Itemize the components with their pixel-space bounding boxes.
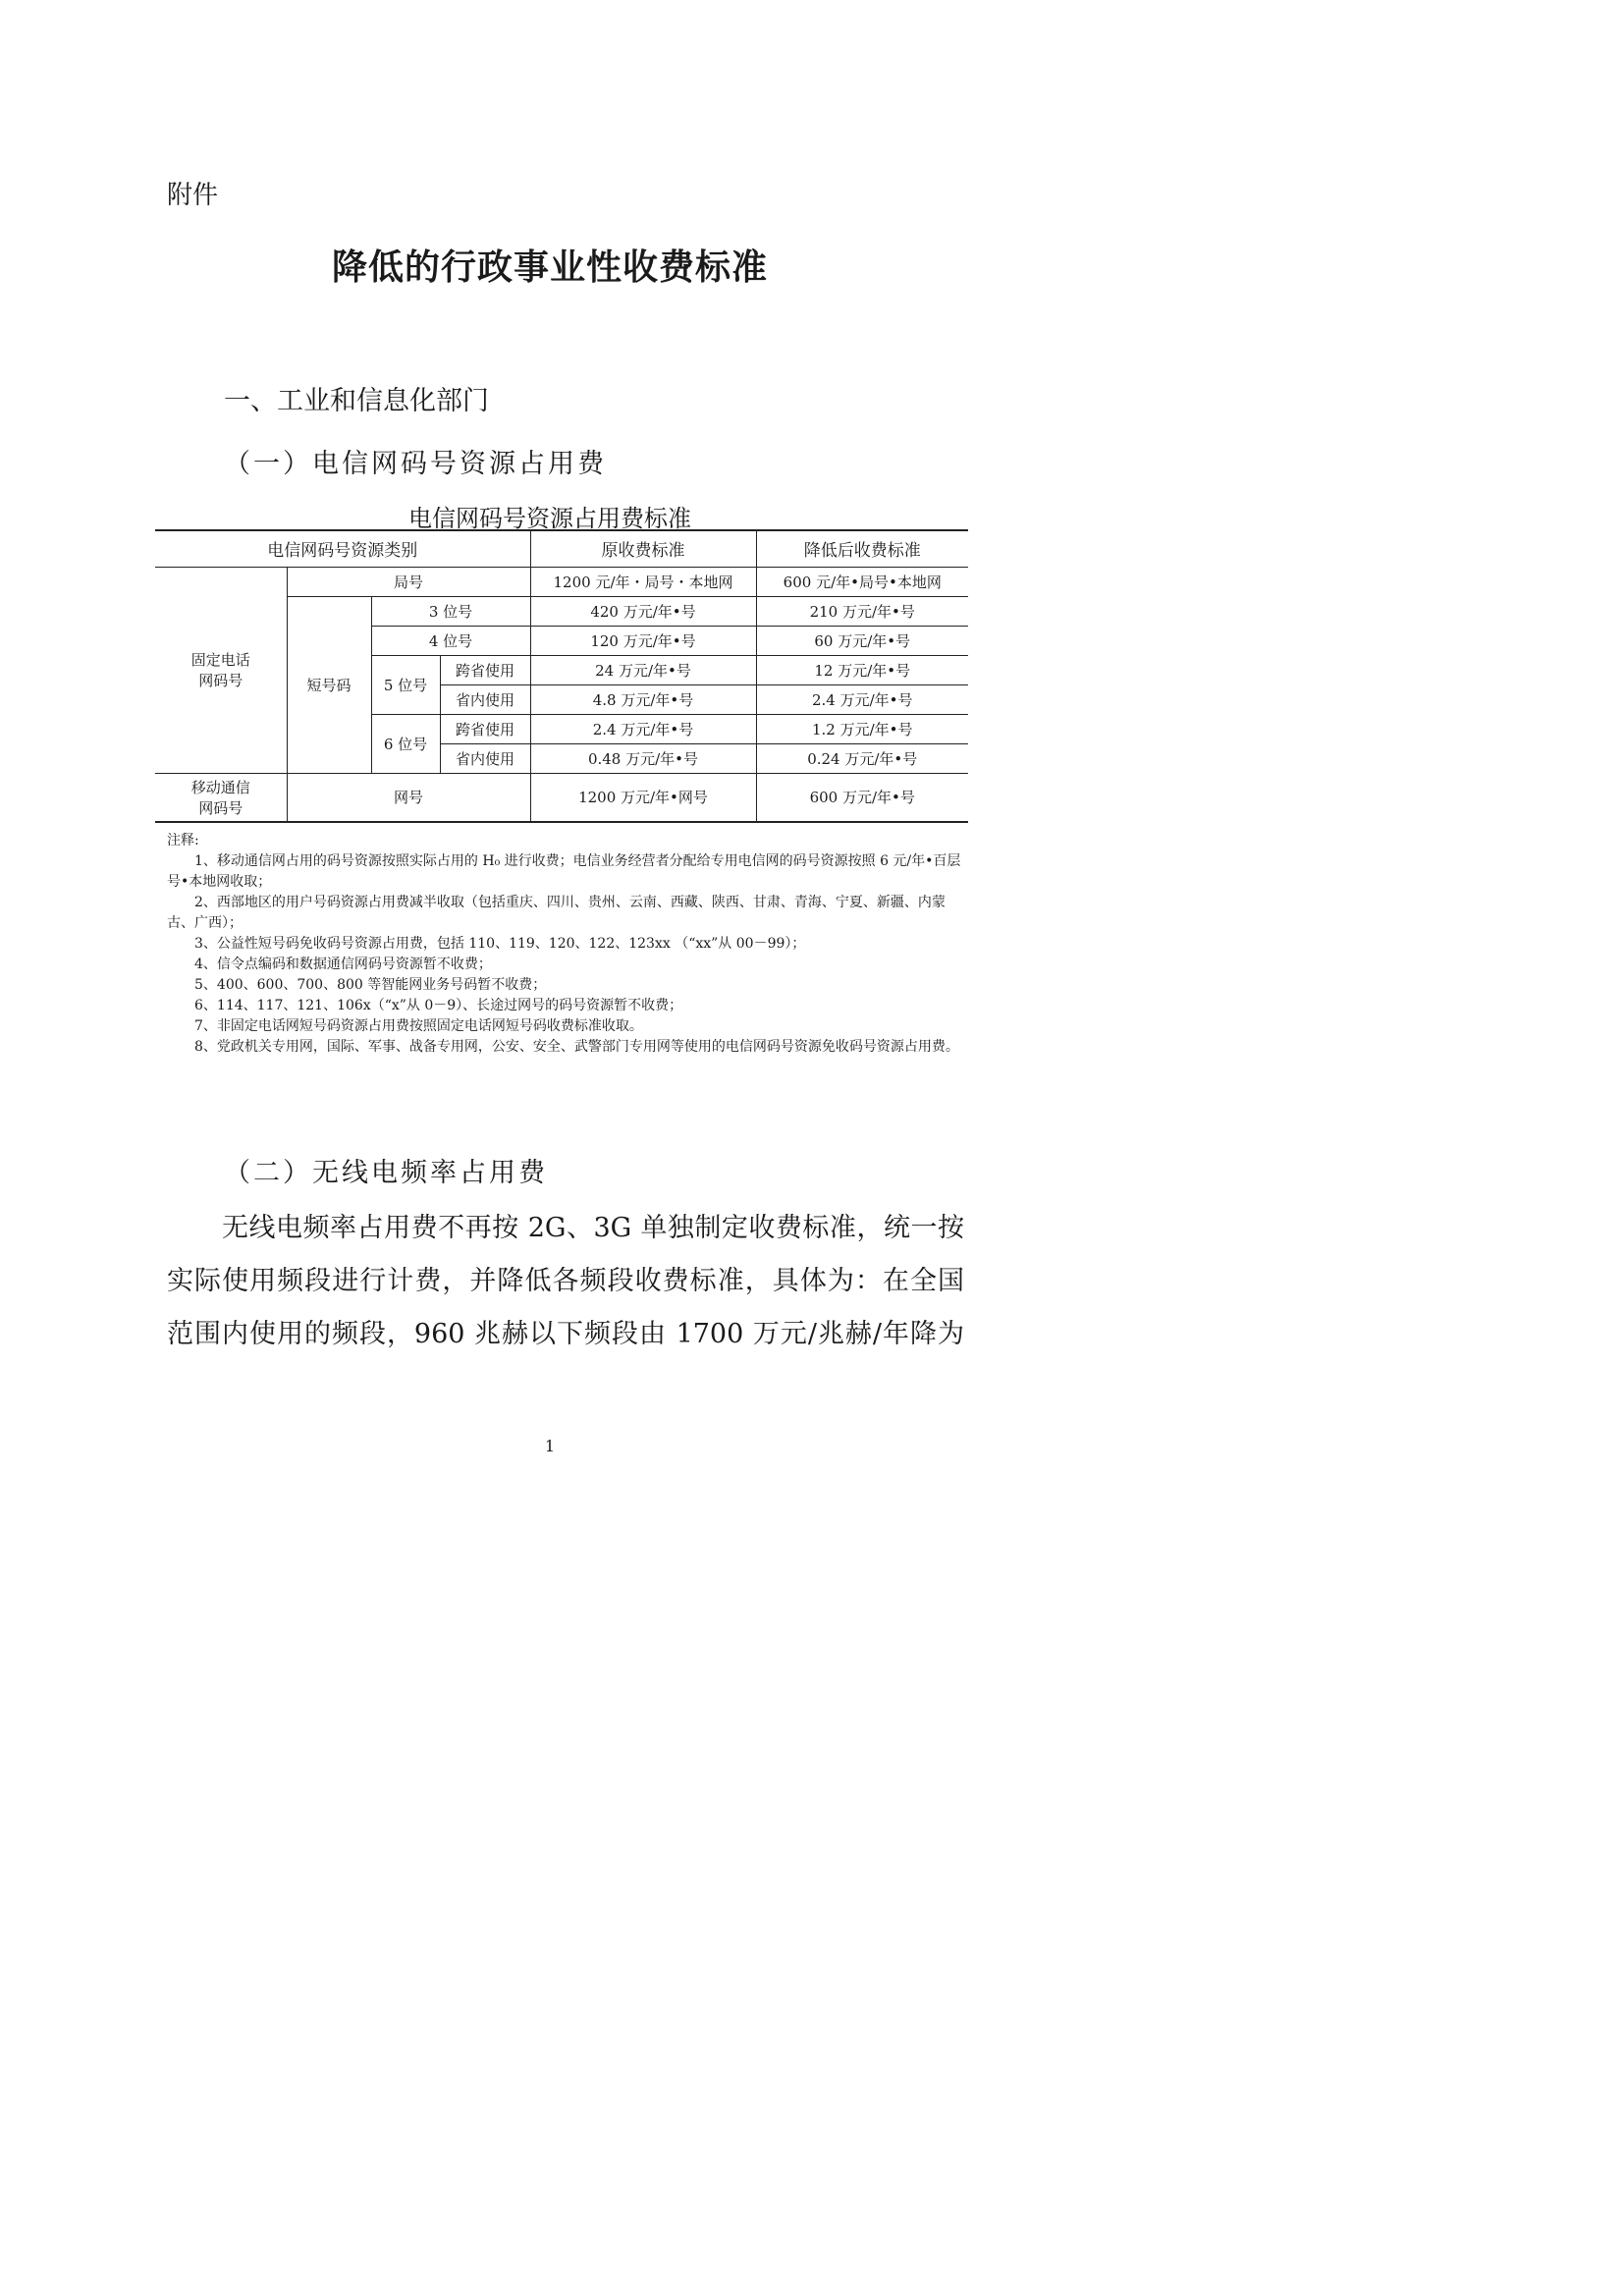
digit3-label: 3 位号 — [371, 596, 530, 626]
notes-title: 注释: — [167, 833, 199, 848]
mobile-sub-label: 网号 — [287, 773, 530, 822]
digit6-interprov-reduced: 1.2 万元/年•号 — [756, 714, 968, 743]
local-label: 局号 — [287, 567, 530, 596]
note-item: 1、移动通信网占用的码号资源按照实际占用的 H₀ 进行收费；电信业务经营者分配给专用电信网的码号资源按照 6 元/年•百层号•本地网收取； — [167, 853, 961, 890]
table-row — [155, 773, 968, 822]
body-line: 无线电频率占用费不再按 2G、3G 单独制定收费标准，统一按 — [222, 1213, 964, 1243]
digit5-intraprov-label: 省内使用 — [440, 684, 530, 714]
fixed-network-label: 固定电话网码号 — [155, 567, 287, 773]
note-item: 7、非固定电话网短号码资源占用费按照固定电话网短号码收费标准收取。 — [194, 1018, 643, 1034]
subsection-heading-2: （二）无线电频率占用费 — [224, 1158, 548, 1188]
mobile-reduced: 600 万元/年•号 — [756, 773, 968, 822]
body-paragraph — [167, 1202, 964, 1361]
digit4-label: 4 位号 — [371, 626, 530, 655]
digit5-label: 5 位号 — [371, 655, 440, 714]
attachment-label: 附件 — [167, 181, 219, 210]
digit6-intraprov-label: 省内使用 — [440, 743, 530, 773]
local-original: 1200 元/年・局号・本地网 — [530, 567, 756, 596]
table-caption: 电信网码号资源占用费标准 — [408, 505, 691, 532]
digit4-original: 120 万元/年•号 — [530, 626, 756, 655]
header-original: 原收费标准 — [530, 530, 756, 567]
note-item: 2、西部地区的用户号码资源占用费减半收取（包括重庆、四川、贵州、云南、西藏、陕西、甘肃、青海、宁夏、新疆、内蒙古、广西）； — [167, 895, 946, 931]
note-item: 4、信令点编码和数据通信网码号资源暂不收费； — [194, 957, 492, 972]
short-code-label: 短号码 — [287, 596, 371, 773]
subsection-heading-1: （一）电信网码号资源占用费 — [224, 449, 607, 479]
fee-standard-table — [155, 529, 968, 823]
page-number: 1 — [544, 1437, 556, 1455]
body-line: 实际使用频段进行计费，并降低各频段收费标准，具体为：在全国 — [167, 1266, 964, 1296]
mobile-network-label: 移动通信网码号 — [155, 773, 287, 822]
digit6-intraprov-reduced: 0.24 万元/年•号 — [756, 743, 968, 773]
local-reduced: 600 元/年•局号•本地网 — [756, 567, 968, 596]
body-line: 范围内使用的频段，960 兆赫以下频段由 1700 万元/兆赫/年降为 — [167, 1319, 964, 1349]
section-heading-1: 一、工业和信息化部门 — [224, 386, 489, 416]
header-reduced: 降低后收费标准 — [756, 530, 968, 567]
table-row — [155, 567, 968, 596]
note-item: 6、114、117、121、106x（“x”从 0－9）、长途过网号的码号资源暂不收费； — [194, 998, 683, 1013]
header-category: 电信网码号资源类别 — [155, 530, 530, 567]
mobile-original: 1200 万元/年•网号 — [530, 773, 756, 822]
digit3-original: 420 万元/年•号 — [530, 596, 756, 626]
digit5-interprov-label: 跨省使用 — [440, 655, 530, 684]
digit5-intraprov-original: 4.8 万元/年•号 — [530, 684, 756, 714]
digit6-interprov-original: 2.4 万元/年•号 — [530, 714, 756, 743]
table-notes — [167, 831, 964, 1058]
digit6-label: 6 位号 — [371, 714, 440, 773]
digit6-interprov-label: 跨省使用 — [440, 714, 530, 743]
document-title: 降低的行政事业性收费标准 — [331, 247, 768, 288]
note-item: 8、党政机关专用网，国际、军事、战备专用网，公安、安全、武警部门专用网等使用的电信网码号资源免收码号资源占用费。 — [194, 1039, 959, 1055]
note-item: 5、400、600、700、800 等智能网业务号码暂不收费； — [194, 977, 547, 993]
digit4-reduced: 60 万元/年•号 — [756, 626, 968, 655]
digit6-intraprov-original: 0.48 万元/年•号 — [530, 743, 756, 773]
digit5-intraprov-reduced: 2.4 万元/年•号 — [756, 684, 968, 714]
digit3-reduced: 210 万元/年•号 — [756, 596, 968, 626]
table-header-row — [155, 530, 968, 567]
note-item: 3、公益性短号码免收码号资源占用费，包括 110、119、120、122、123xx （“xx”从 00－99）； — [194, 936, 806, 952]
digit5-interprov-reduced: 12 万元/年•号 — [756, 655, 968, 684]
digit5-interprov-original: 24 万元/年•号 — [530, 655, 756, 684]
